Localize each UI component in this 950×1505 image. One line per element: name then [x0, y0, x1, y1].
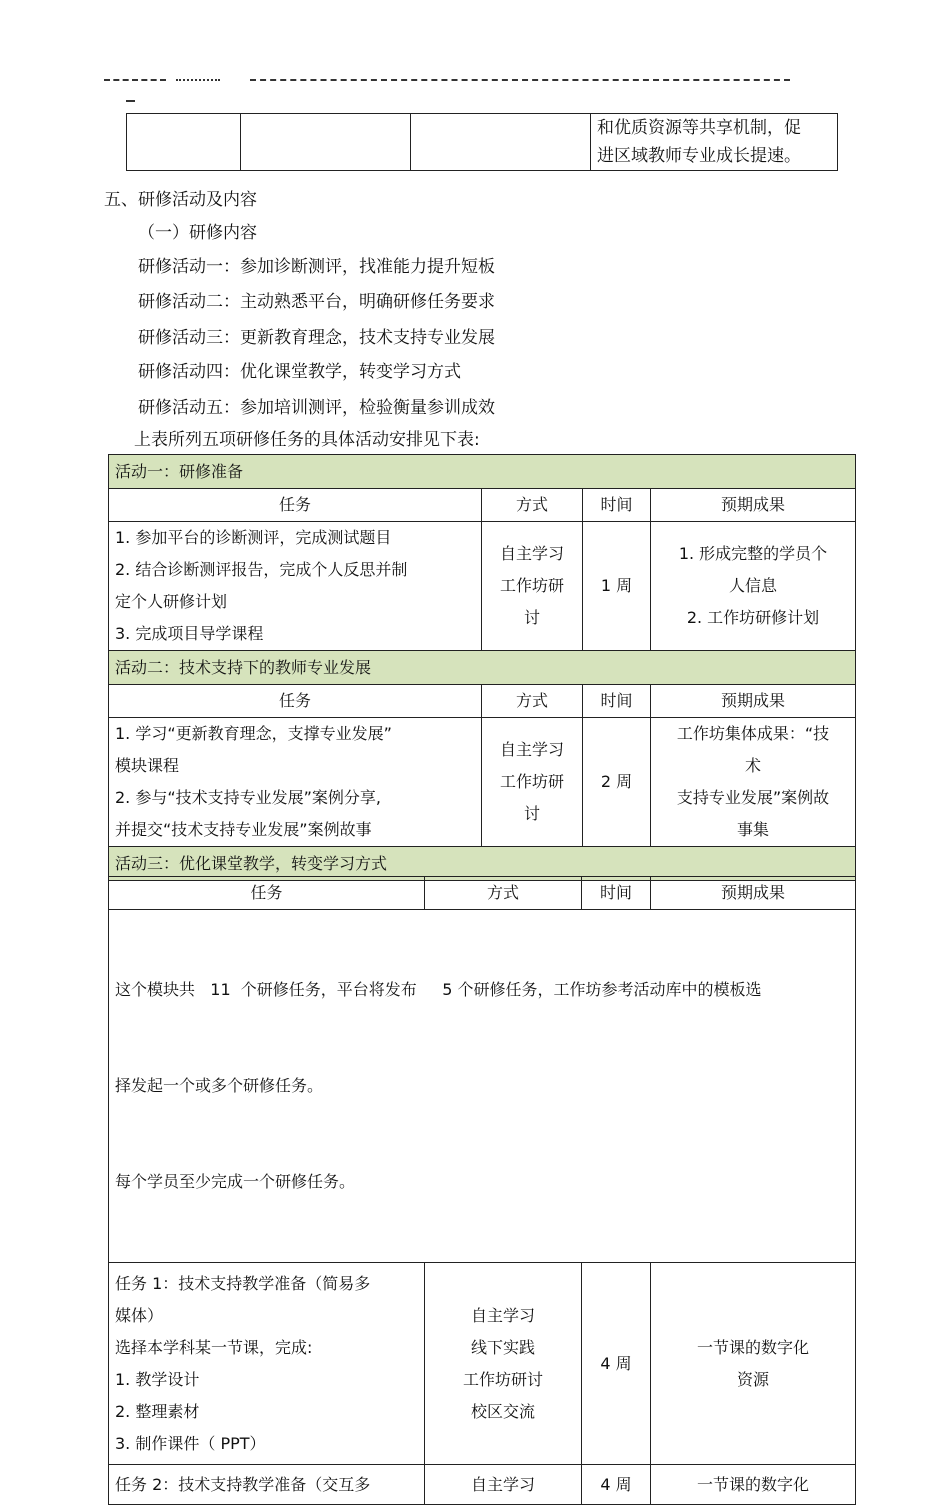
task-line: 3. 完成项目导学课程	[115, 624, 264, 643]
intro-line: 上表所列五项研修任务的具体活动安排见下表:	[134, 430, 480, 450]
result-line: 1. 形成完整的学员个	[678, 544, 828, 563]
result-line: 事集	[737, 820, 770, 839]
task-2-detail: 任务 2：技术支持教学准备（交互多	[109, 1465, 425, 1505]
header-time: 时间	[583, 685, 651, 718]
activity-list-item: 研修活动五：参加培训测评，检验衡量参训成效	[138, 398, 495, 418]
header-dots	[176, 79, 220, 81]
task-2-result: 一节课的数字化	[651, 1465, 856, 1505]
task-2-time: 4 周	[582, 1465, 651, 1505]
result-line: 2. 工作坊研修计划	[686, 608, 820, 627]
result-line: 术	[745, 756, 762, 775]
sub-title: （一）研修内容	[138, 223, 257, 243]
task-2-mode: 自主学习	[425, 1465, 582, 1505]
note-line: 这个模块共 11 个研修任务，平台将发布 5 个研修任务，工作坊参考活动库中的模板选	[115, 980, 762, 999]
header-task: 任务	[109, 489, 482, 522]
header-dash-left	[104, 79, 166, 81]
activity-1-task	[109, 522, 482, 651]
mode-line: 自主学习	[499, 740, 564, 759]
activity-2-task	[109, 718, 482, 847]
mode-line: 自主学习	[470, 1305, 535, 1325]
activity-1-title: 活动一：研修准备	[109, 455, 856, 489]
activity-1-time: 1 周	[583, 522, 651, 651]
task-1-detail	[109, 1263, 425, 1465]
top-cell-line: 进区域教师专业成长提速。	[597, 146, 801, 166]
activity-list-item: 研修活动二：主动熟悉平台，明确研修任务要求	[138, 292, 495, 312]
task-line: 2. 结合诊断测评报告，完成个人反思并制	[115, 560, 408, 579]
top-cell-3	[411, 114, 591, 171]
header-mode: 方式	[482, 685, 583, 718]
task-line: 定个人研修计划	[115, 592, 228, 611]
mode-line: 校区交流	[470, 1401, 535, 1421]
task-line: 任务 1：技术支持教学准备（简易多	[115, 1273, 371, 1293]
top-table	[126, 113, 838, 171]
activity-2-result	[651, 718, 856, 847]
top-cell-line: 和优质资源等共享机制，促	[597, 118, 801, 138]
activity-list-item: 研修活动四：优化课堂教学，转变学习方式	[138, 362, 461, 382]
result-line: 人信息	[729, 576, 778, 595]
mode-line: 线下实践	[470, 1337, 535, 1357]
top-cell-2	[241, 114, 411, 171]
task-line: 并提交“技术支持专业发展”案例故事	[115, 820, 372, 839]
task-line: 3. 制作课件（ PPT）	[115, 1433, 266, 1453]
header-time: 时间	[583, 489, 651, 522]
task-line: 1. 教学设计	[115, 1369, 200, 1389]
task-line: 2. 整理素材	[115, 1401, 200, 1421]
top-cell-1	[127, 114, 241, 171]
activity-2-time: 2 周	[583, 718, 651, 847]
header-task: 任务	[109, 685, 482, 718]
section-title: 五、研修活动及内容	[104, 190, 257, 210]
mode-line: 讨	[523, 804, 540, 823]
result-line: 资源	[736, 1369, 769, 1389]
header-result: 预期成果	[651, 489, 856, 522]
header-time: 时间	[582, 877, 651, 910]
task-1-time: 4 周	[582, 1263, 651, 1465]
activity-1-result	[651, 522, 856, 651]
task-1-mode	[425, 1263, 582, 1465]
mode-line: 工作坊研	[499, 772, 564, 791]
header-dash-right	[250, 79, 790, 81]
header-dash-small	[126, 100, 135, 102]
task-line: 1. 学习“更新教育理念，支撑专业发展”	[115, 724, 392, 743]
note-line: 择发起一个或多个研修任务。	[115, 1076, 324, 1095]
task-line: 1. 参加平台的诊断测评，完成测试题目	[115, 528, 392, 547]
top-cell-4	[591, 114, 838, 171]
task-line: 媒体）	[115, 1305, 164, 1325]
mode-line: 自主学习	[499, 544, 564, 563]
activity-list-item: 研修活动三：更新教育理念，技术支持专业发展	[138, 328, 495, 348]
activity-list-item: 研修活动一：参加诊断测评，找准能力提升短板	[138, 257, 495, 277]
header-task: 任务	[109, 877, 425, 910]
header-result: 预期成果	[651, 877, 856, 910]
task-line: 2. 参与“技术支持专业发展”案例分享,	[115, 788, 382, 807]
header-mode: 方式	[482, 489, 583, 522]
header-mode: 方式	[425, 877, 582, 910]
activity-table	[108, 454, 856, 881]
activity-1-mode	[482, 522, 583, 651]
task-line: 模块课程	[115, 756, 180, 775]
result-line: 支持专业发展”案例故	[676, 788, 830, 807]
mode-line: 工作坊研讨	[462, 1369, 543, 1389]
mode-line: 讨	[523, 608, 540, 627]
activity-3-note	[109, 910, 856, 1263]
activity-3-table	[108, 876, 856, 1505]
activity-2-mode	[482, 718, 583, 847]
header-result: 预期成果	[651, 685, 856, 718]
task-1-result	[651, 1263, 856, 1465]
task-line: 选择本学科某一节课，完成:	[115, 1337, 313, 1357]
mode-line: 工作坊研	[499, 576, 564, 595]
result-line: 一节课的数字化	[696, 1337, 809, 1357]
result-line: 工作坊集体成果：“技	[676, 724, 830, 743]
note-line: 每个学员至少完成一个研修任务。	[115, 1172, 356, 1191]
activity-2-title: 活动二：技术支持下的教师专业发展	[109, 651, 856, 685]
activity-3-title: 活动三：优化课堂教学，转变学习方式	[109, 847, 856, 881]
